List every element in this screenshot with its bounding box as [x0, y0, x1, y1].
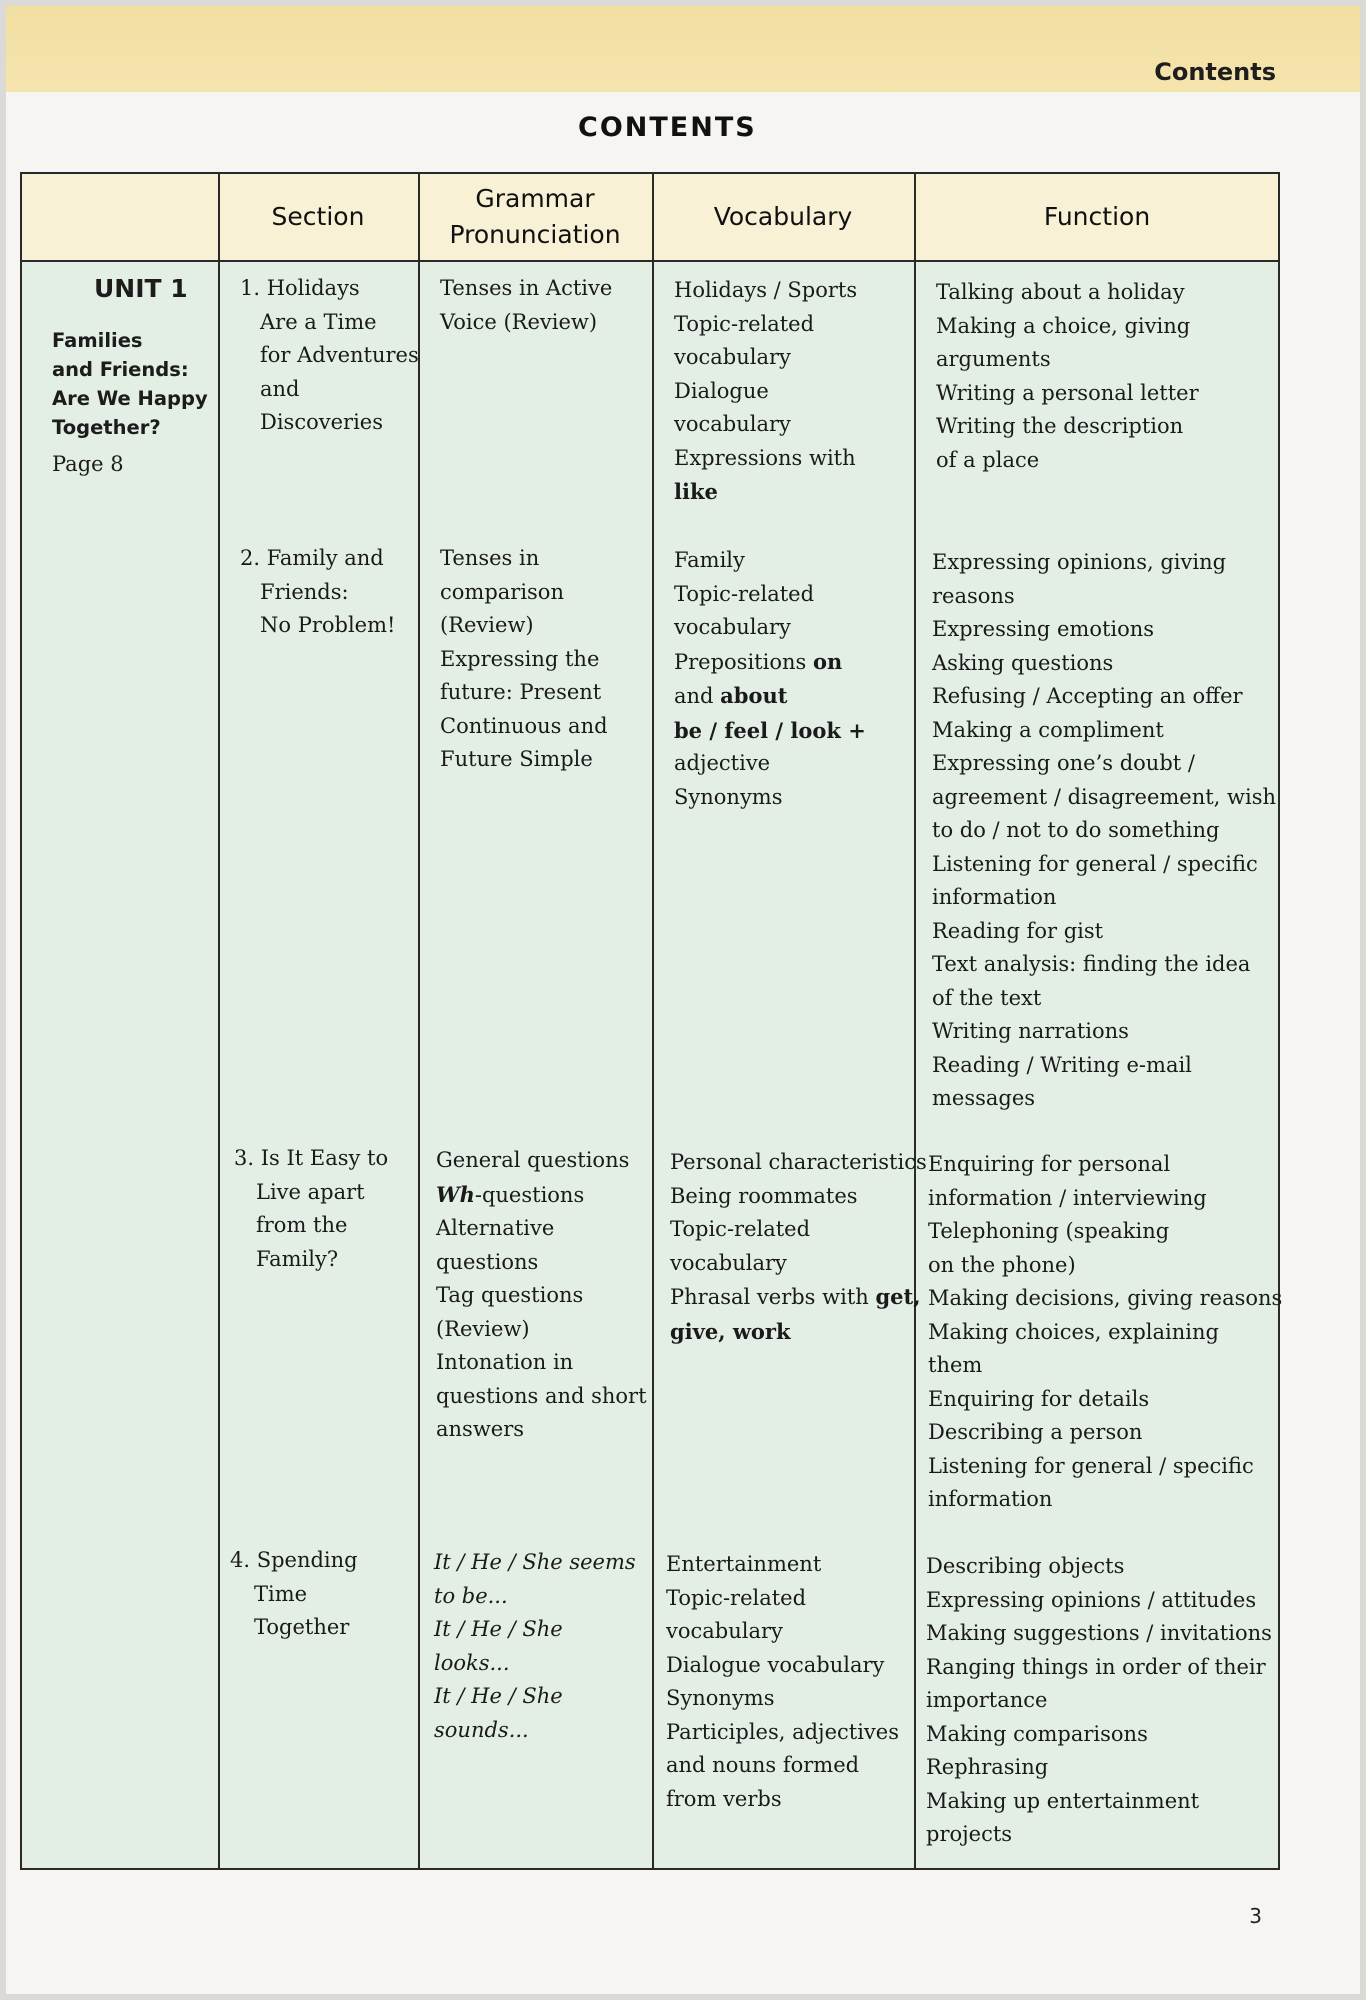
- text-line: Dialogue vocabulary: [666, 1652, 885, 1677]
- text-line: Tenses in: [440, 546, 540, 570]
- unit-page-ref: Page 8: [52, 452, 124, 476]
- text-line: Writing the description: [936, 414, 1184, 438]
- text-line: Topic-related: [670, 1217, 811, 1241]
- text-line: 3. Is It Easy to: [234, 1146, 389, 1170]
- text-line: vocabulary: [674, 412, 791, 436]
- text-line: sounds...: [434, 1717, 529, 1742]
- text-line: Asking questions: [932, 650, 1114, 675]
- text-line: vocabulary: [670, 1250, 787, 1275]
- column-divider: [652, 174, 654, 1868]
- unit-theme-line: Families: [52, 329, 143, 352]
- text-line: Entertainment: [666, 1552, 822, 1576]
- text-line: Reading / Writing e-mail: [932, 1052, 1192, 1077]
- text-line: Being roommates: [670, 1183, 858, 1208]
- text-span: get,: [875, 1284, 921, 1309]
- text-line: future: Present: [440, 680, 602, 704]
- text-line: 1. Holidays: [240, 276, 360, 300]
- text-line: Text analysis: finding the idea: [932, 952, 1251, 976]
- unit-label: UNIT 1: [94, 274, 188, 303]
- text-line: Synonyms: [666, 1686, 775, 1710]
- text-line: Are a Time: [260, 309, 377, 334]
- row-1-section: [240, 272, 419, 440]
- text-line: answers: [436, 1417, 525, 1441]
- text-line: from verbs: [666, 1786, 782, 1811]
- text-line: Rephrasing: [926, 1755, 1049, 1779]
- unit-theme: [52, 326, 208, 442]
- text-line: on the phone): [928, 1252, 1076, 1277]
- text-line: information: [928, 1487, 1053, 1511]
- text-line: Telephoning (speaking: [928, 1219, 1170, 1243]
- text-line: Making up entertainment: [926, 1788, 1200, 1813]
- text-line: looks...: [434, 1650, 510, 1675]
- text-line: Listening for general / specific: [928, 1453, 1254, 1478]
- text-line: Friends:: [260, 579, 349, 604]
- header-grammar-line2: Pronunciation: [449, 220, 621, 249]
- page-title: CONTENTS: [578, 112, 757, 143]
- text-line: Intonation in: [436, 1350, 574, 1374]
- text-line: Voice (Review): [440, 309, 598, 334]
- text-line: Family: [674, 548, 745, 572]
- text-line: It / He / She: [434, 1684, 563, 1708]
- text-line: Topic-related: [674, 311, 815, 336]
- text-line: Holidays / Sports: [674, 278, 858, 302]
- text-line: Topic-related: [666, 1585, 807, 1610]
- header-vocabulary: Vocabulary: [713, 202, 853, 231]
- text-line: Describing a person: [928, 1420, 1143, 1444]
- text-line: vocabulary: [674, 615, 791, 639]
- text-line: [670, 1280, 927, 1315]
- text-line: Topic-related: [674, 581, 815, 606]
- text-line: [674, 679, 866, 714]
- text-line: from the: [256, 1213, 348, 1237]
- text-line: Making suggestions / invitations: [926, 1621, 1272, 1645]
- row-3-function: [928, 1148, 1282, 1517]
- text-line: (Review): [440, 613, 534, 637]
- text-line: be / feel / look +: [674, 717, 866, 743]
- text-line: questions: [436, 1249, 539, 1274]
- text-line: Expressing one’s doubt /: [932, 751, 1195, 775]
- text-line: It / He / She seems: [434, 1550, 636, 1574]
- row-2-grammar: [440, 542, 608, 777]
- text-line: Live apart: [256, 1179, 365, 1204]
- header-function: Function: [1043, 202, 1151, 231]
- text-span: Prepositions: [674, 649, 813, 674]
- header-grammar: [420, 174, 650, 260]
- text-line: (Review): [436, 1316, 530, 1341]
- text-line: Participles, adjectives: [666, 1719, 899, 1744]
- text-line: 2. Family and: [240, 546, 384, 570]
- text-line: Tenses in Active: [440, 276, 613, 300]
- text-line: Writing a personal letter: [936, 380, 1199, 405]
- running-head: Contents: [1154, 58, 1276, 86]
- text-line: [436, 1178, 647, 1213]
- text-line: Listening for general / specific: [932, 851, 1258, 876]
- contents-table: [20, 172, 1283, 1870]
- text-line: of the text: [932, 985, 1042, 1010]
- text-line: Discoveries: [260, 410, 383, 434]
- text-line: for Adventures: [260, 343, 419, 367]
- text-line: Reading for gist: [932, 918, 1104, 943]
- text-line: Family?: [256, 1246, 339, 1271]
- text-span: on: [812, 648, 843, 674]
- text-line: Expressing opinions / attitudes: [926, 1587, 1257, 1612]
- text-span: about: [720, 683, 788, 708]
- text-line: Making comparisons: [926, 1721, 1148, 1746]
- text-line: Expressions with: [674, 445, 856, 470]
- text-line: messages: [932, 1086, 1036, 1110]
- row-2-section: [240, 542, 395, 643]
- text-line: Personal characteristics: [670, 1150, 927, 1174]
- text-line: like: [674, 479, 718, 504]
- row-3-section: [234, 1142, 388, 1276]
- text-line: vocabulary: [666, 1619, 783, 1643]
- text-line: Talking about a holiday: [936, 280, 1185, 304]
- text-line: questions and short: [436, 1383, 647, 1408]
- text-line: Continuous and: [440, 713, 608, 738]
- text-line: vocabulary: [674, 345, 791, 369]
- text-line: [674, 645, 866, 680]
- text-span: Phrasal verbs with: [670, 1285, 876, 1309]
- row-2-function: [932, 546, 1276, 1116]
- text-line: Synonyms: [674, 784, 783, 809]
- header-section: Section: [271, 202, 365, 231]
- text-span: Wh: [436, 1181, 475, 1207]
- text-line: information / interviewing: [928, 1185, 1207, 1210]
- text-line: Ranging things in order of their: [926, 1654, 1266, 1679]
- text-line: to be...: [434, 1583, 508, 1608]
- row-3-grammar: [436, 1144, 647, 1447]
- header-grammar-line1: Grammar: [475, 184, 595, 213]
- row-1-grammar: [440, 272, 612, 339]
- row-4-section: [230, 1544, 358, 1645]
- text-line: Tag questions: [436, 1283, 584, 1307]
- unit-theme-line: Together?: [52, 416, 161, 439]
- text-line: comparison: [440, 579, 564, 604]
- text-line: of a place: [936, 447, 1040, 472]
- text-line: Future Simple: [440, 747, 593, 771]
- text-line: No Problem!: [260, 613, 396, 637]
- row-4-function: [926, 1550, 1272, 1852]
- text-line: Expressing opinions, giving: [932, 550, 1227, 574]
- text-line: Together: [254, 1615, 350, 1639]
- text-line: Writing narrations: [932, 1019, 1129, 1043]
- text-line: Expressing emotions: [932, 617, 1155, 641]
- text-line: arguments: [936, 347, 1051, 371]
- text-line: agreement / disagreement, wish: [932, 784, 1277, 809]
- unit-theme-line: Are We Happy: [52, 387, 208, 410]
- column-divider: [218, 174, 220, 1868]
- row-1-function: [936, 276, 1199, 477]
- text-line: Enquiring for personal: [928, 1152, 1171, 1176]
- row-4-vocabulary: [666, 1548, 899, 1816]
- text-line: Making a compliment: [932, 717, 1164, 742]
- text-line: reasons: [932, 583, 1015, 608]
- text-line: give, work: [670, 1318, 791, 1344]
- text-line: them: [928, 1353, 983, 1377]
- text-line: Alternative: [436, 1216, 555, 1240]
- page: [6, 6, 1360, 1994]
- text-line: General questions: [436, 1148, 630, 1172]
- text-line: Making choices, explaining: [928, 1319, 1219, 1344]
- text-line: Dialogue: [674, 378, 769, 403]
- text-line: Making decisions, giving reasons: [928, 1286, 1283, 1310]
- unit-theme-line: and Friends:: [52, 358, 189, 381]
- page-number: 3: [1249, 1904, 1262, 1928]
- text-line: Making a choice, giving: [936, 313, 1191, 338]
- row-2-vocabulary: [674, 544, 866, 814]
- text-line: It / He / She: [434, 1617, 563, 1641]
- text-line: projects: [926, 1822, 1013, 1846]
- text-line: and nouns formed: [666, 1753, 860, 1777]
- text-line: Describing objects: [926, 1554, 1125, 1578]
- text-line: adjective: [674, 751, 771, 775]
- text-span: and: [674, 684, 721, 708]
- text-line: 4. Spending: [230, 1548, 358, 1572]
- text-line: information: [932, 885, 1057, 909]
- column-divider: [914, 174, 916, 1868]
- text-span: -questions: [474, 1182, 585, 1207]
- row-3-vocabulary: [670, 1146, 927, 1348]
- text-line: importance: [926, 1688, 1048, 1712]
- text-line: to do / not to do something: [932, 818, 1220, 842]
- row-4-grammar: [434, 1546, 636, 1747]
- text-line: Time: [254, 1581, 308, 1606]
- text-line: Expressing the: [440, 646, 600, 671]
- text-line: and: [260, 376, 300, 401]
- text-line: Enquiring for details: [928, 1386, 1150, 1411]
- text-line: Refusing / Accepting an offer: [932, 684, 1243, 708]
- row-1-vocabulary: [674, 274, 857, 509]
